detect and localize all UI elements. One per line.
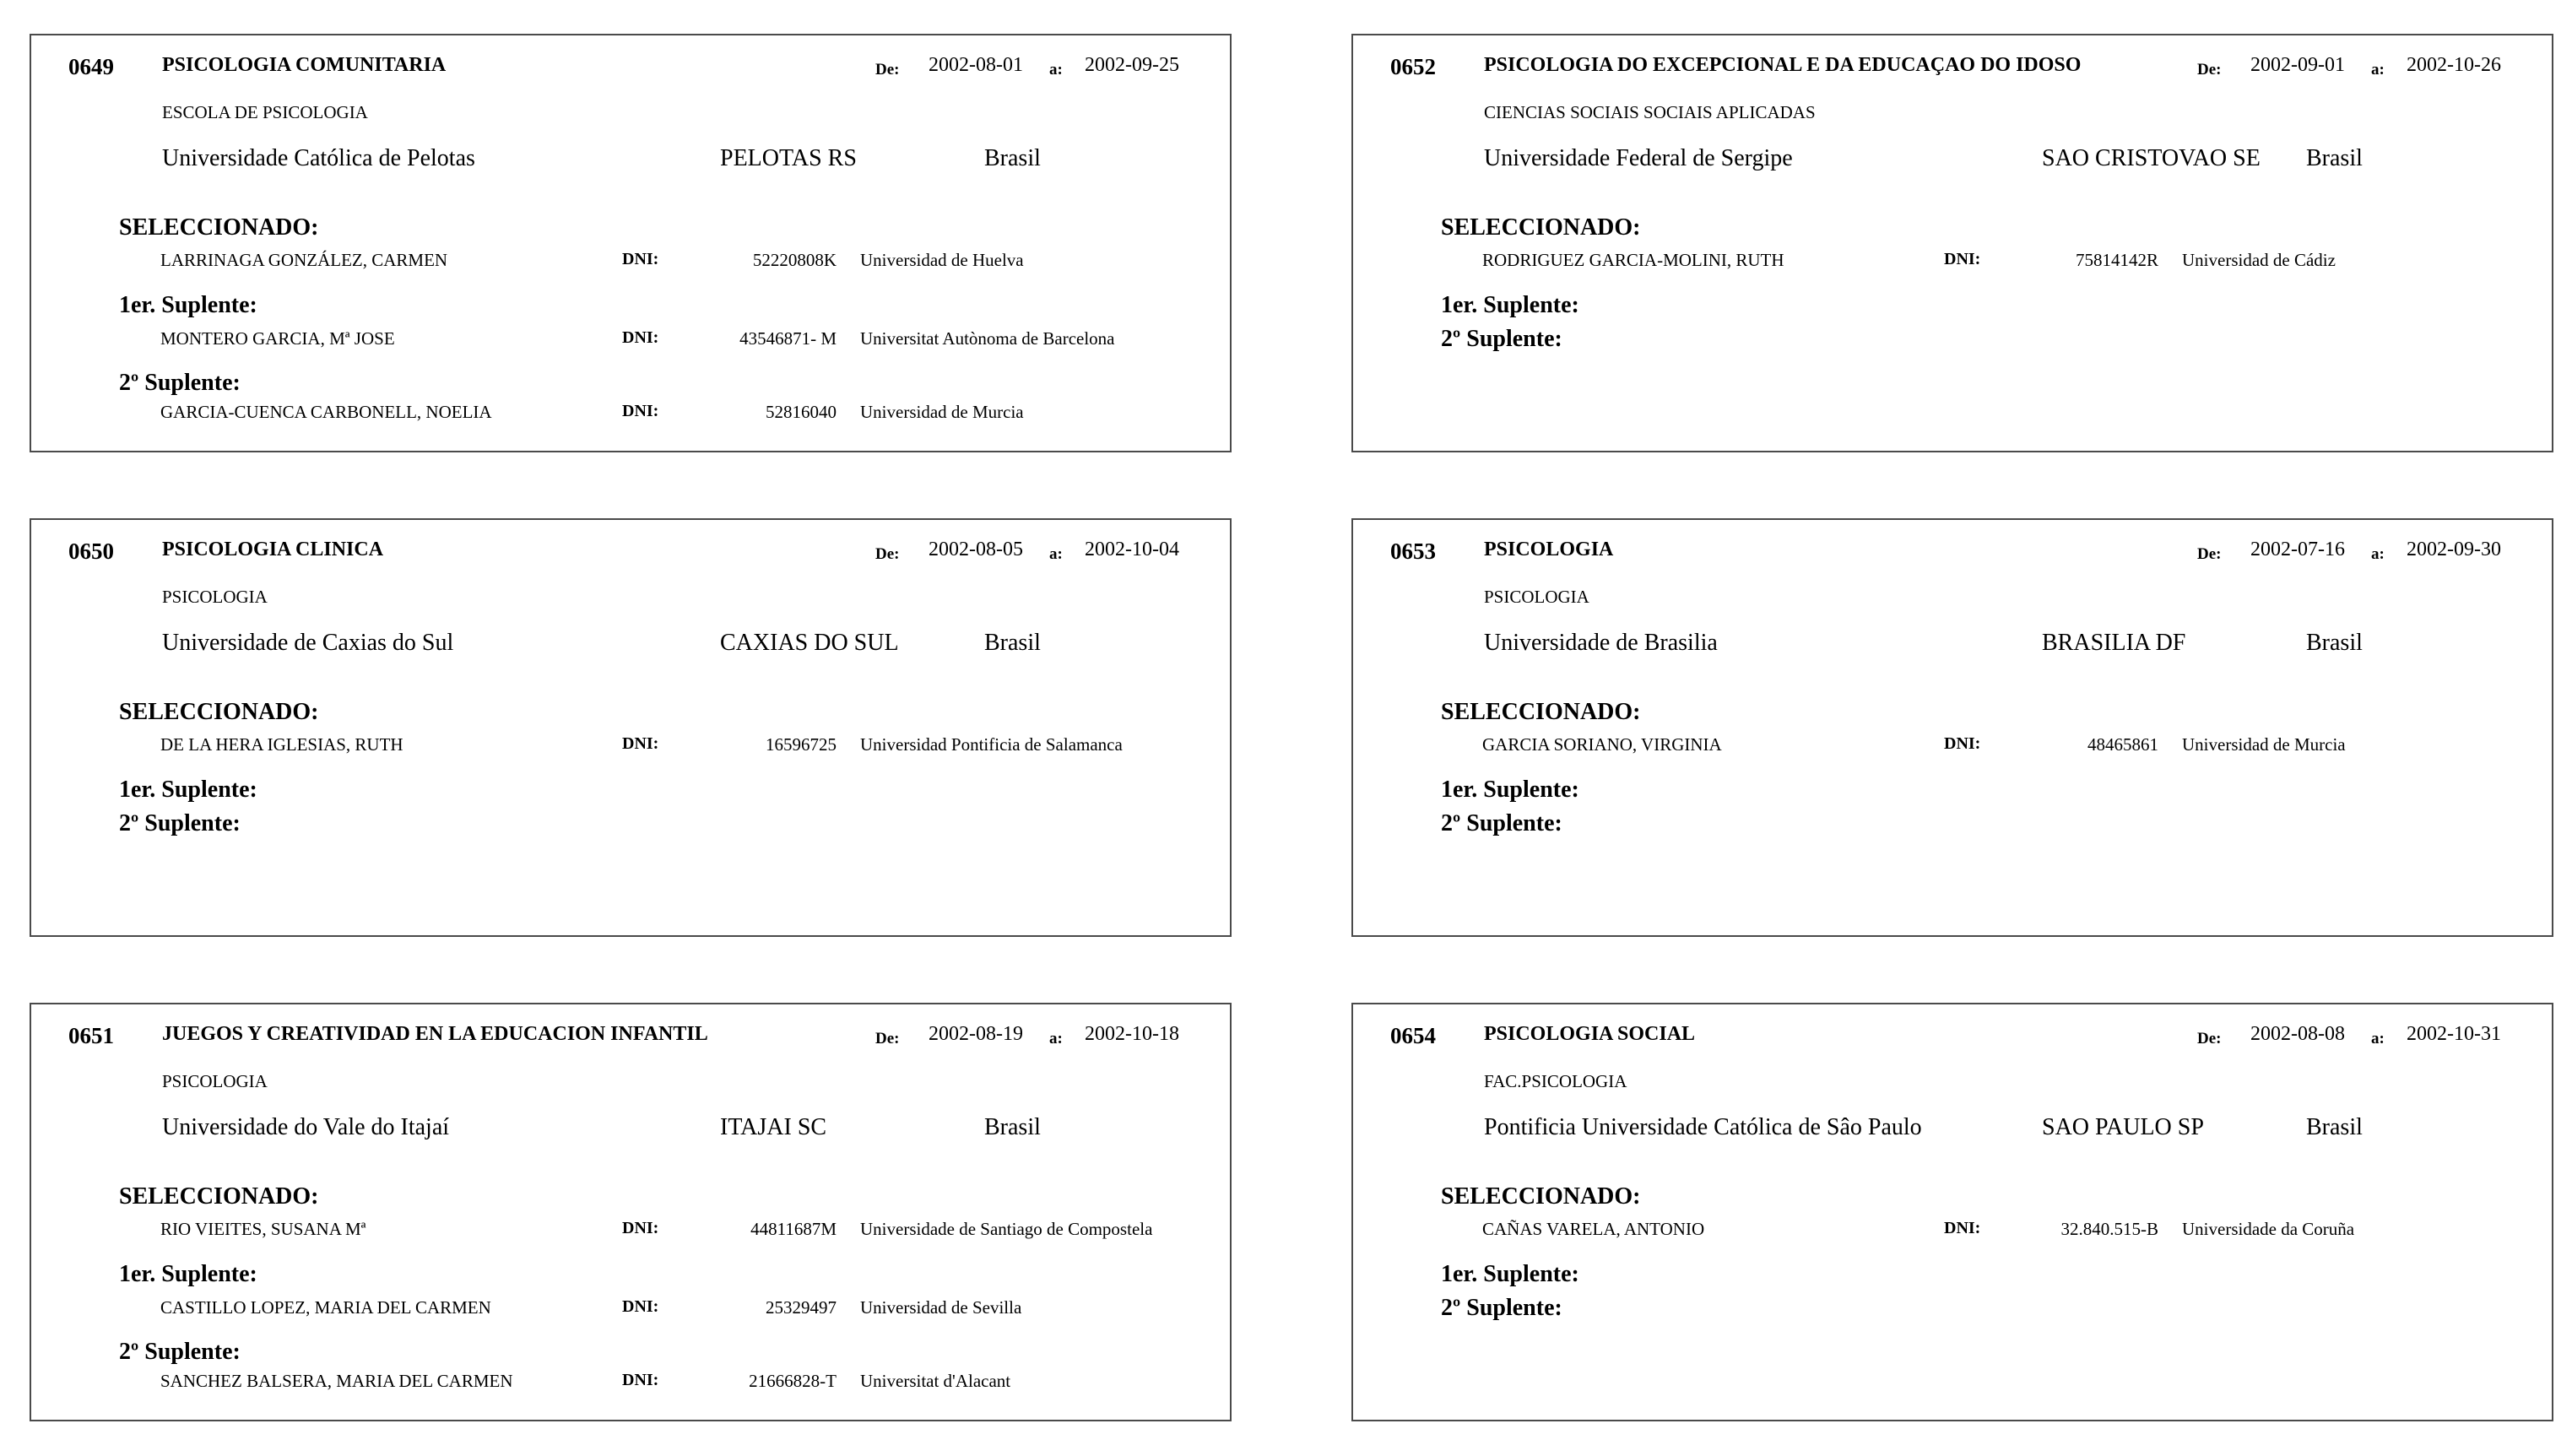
placement-card [30, 34, 1232, 452]
placement-code: 0653 [1390, 539, 1436, 564]
course-title: PSICOLOGIA DO EXCEPCIONAL E DA EDUCAÇAO DO IDOSO [1484, 54, 2082, 76]
seleccionado-label: SELECCIONADO: [1441, 214, 1641, 241]
seleccionado-name: RIO VIEITES, SUSANA Mª [160, 1219, 366, 1239]
to-label: a: [1049, 1030, 1063, 1047]
faculty-name: CIENCIAS SOCIAIS SOCIAIS APLICADAS [1484, 102, 1816, 122]
placement-code: 0649 [68, 54, 114, 79]
suplente1-university: Universidad de Sevilla [860, 1297, 1022, 1318]
suplente2-dni: 52816040 [766, 402, 837, 422]
from-label: De: [875, 545, 900, 563]
host-city: ITAJAI SC [720, 1114, 827, 1140]
faculty-name: ESCOLA DE PSICOLOGIA [162, 102, 368, 122]
suplente2-university: Universidad de Murcia [860, 402, 1024, 422]
from-label: De: [2197, 1030, 2222, 1047]
seleccionado-dni-label: DNI: [622, 1219, 659, 1237]
to-label: a: [2371, 545, 2385, 563]
suplente2-label: 2º Suplente: [1441, 326, 1562, 352]
from-date: 2002-08-05 [929, 539, 1023, 560]
from-date: 2002-08-01 [929, 54, 1023, 76]
suplente2-name: SANCHEZ BALSERA, MARIA DEL CARMEN [160, 1371, 513, 1391]
suplente1-label: 1er. Suplente: [119, 777, 257, 803]
seleccionado-label: SELECCIONADO: [119, 1183, 319, 1210]
host-city: SAO CRISTOVAO SE [2042, 145, 2261, 171]
from-label: De: [2197, 545, 2222, 563]
suplente1-label: 1er. Suplente: [1441, 777, 1579, 803]
seleccionado-name: DE LA HERA IGLESIAS, RUTH [160, 734, 403, 755]
host-country: Brasil [2306, 1114, 2363, 1140]
suplente1-label: 1er. Suplente: [1441, 292, 1579, 318]
seleccionado-label: SELECCIONADO: [1441, 1183, 1641, 1210]
host-city: PELOTAS RS [720, 145, 857, 171]
host-city: SAO PAULO SP [2042, 1114, 2204, 1140]
seleccionado-name: GARCIA SORIANO, VIRGINIA [1482, 734, 1722, 755]
seleccionado-university: Universidad de Murcia [2182, 734, 2346, 755]
faculty-name: PSICOLOGIA [162, 1071, 268, 1091]
seleccionado-dni: 75814142R [2075, 250, 2158, 270]
suplente2-dni-label: DNI: [622, 1371, 659, 1389]
seleccionado-dni: 44811687M [750, 1219, 837, 1239]
to-date: 2002-09-25 [1085, 54, 1179, 76]
suplente2-university: Universitat d'Alacant [860, 1371, 1011, 1391]
to-label: a: [1049, 545, 1063, 563]
host-university: Universidade Federal de Sergipe [1484, 145, 1793, 171]
seleccionado-dni-label: DNI: [1944, 734, 1981, 753]
from-date: 2002-08-08 [2250, 1023, 2345, 1045]
suplente2-label: 2º Suplente: [1441, 1295, 1562, 1321]
seleccionado-label: SELECCIONADO: [119, 214, 319, 241]
from-label: De: [875, 61, 900, 78]
host-university: Pontificia Universidade Católica de Sâo Paulo [1484, 1114, 1922, 1140]
suplente1-name: MONTERO GARCIA, Mª JOSE [160, 328, 395, 349]
suplente2-dni-label: DNI: [622, 402, 659, 420]
host-university: Universidade do Vale do Itajaí [162, 1114, 450, 1140]
seleccionado-name: RODRIGUEZ GARCIA-MOLINI, RUTH [1482, 250, 1784, 270]
seleccionado-dni: 16596725 [766, 734, 837, 755]
to-date: 2002-10-31 [2407, 1023, 2501, 1045]
seleccionado-dni: 32.840.515-B [2060, 1219, 2158, 1239]
seleccionado-dni-label: DNI: [622, 734, 659, 753]
host-country: Brasil [2306, 630, 2363, 656]
course-title: PSICOLOGIA SOCIAL [1484, 1023, 1696, 1045]
to-date: 2002-10-26 [2407, 54, 2501, 76]
suplente1-dni-label: DNI: [622, 1297, 659, 1316]
placement-card [1351, 518, 2553, 937]
suplente1-label: 1er. Suplente: [119, 1261, 257, 1287]
placement-card [1351, 34, 2553, 452]
to-label: a: [2371, 61, 2385, 78]
host-country: Brasil [2306, 145, 2363, 171]
to-label: a: [2371, 1030, 2385, 1047]
placement-code: 0654 [1390, 1023, 1436, 1048]
faculty-name: FAC.PSICOLOGIA [1484, 1071, 1627, 1091]
seleccionado-dni-label: DNI: [1944, 1219, 1981, 1237]
host-university: Universidade de Caxias do Sul [162, 630, 454, 656]
host-city: CAXIAS DO SUL [720, 630, 899, 656]
host-city: BRASILIA DF [2042, 630, 2186, 656]
suplente2-label: 2º Suplente: [1441, 810, 1562, 836]
suplente2-label: 2º Suplente: [119, 1339, 241, 1365]
course-title: PSICOLOGIA COMUNITARIA [162, 54, 447, 76]
suplente1-dni: 43546871- M [739, 328, 837, 349]
seleccionado-university: Universidad Pontificia de Salamanca [860, 734, 1123, 755]
host-country: Brasil [984, 1114, 1041, 1140]
placement-code: 0651 [68, 1023, 114, 1048]
placement-card [30, 1003, 1232, 1421]
placement-code: 0652 [1390, 54, 1436, 79]
from-date: 2002-08-19 [929, 1023, 1023, 1045]
course-title: JUEGOS Y CREATIVIDAD EN LA EDUCACION INFANTIL [162, 1023, 708, 1045]
from-date: 2002-07-16 [2250, 539, 2345, 560]
to-date: 2002-10-04 [1085, 539, 1179, 560]
host-country: Brasil [984, 630, 1041, 656]
seleccionado-university: Universidad de Cádiz [2182, 250, 2336, 270]
seleccionado-name: LARRINAGA GONZÁLEZ, CARMEN [160, 250, 448, 270]
faculty-name: PSICOLOGIA [162, 587, 268, 607]
seleccionado-label: SELECCIONADO: [119, 699, 319, 725]
from-label: De: [2197, 61, 2222, 78]
suplente2-dni: 21666828-T [749, 1371, 837, 1391]
suplente1-dni-label: DNI: [622, 328, 659, 347]
to-label: a: [1049, 61, 1063, 78]
suplente1-dni: 25329497 [766, 1297, 837, 1318]
seleccionado-label: SELECCIONADO: [1441, 699, 1641, 725]
placement-card [1351, 1003, 2553, 1421]
placement-card [30, 518, 1232, 937]
host-university: Universidade Católica de Pelotas [162, 145, 475, 171]
host-country: Brasil [984, 145, 1041, 171]
seleccionado-dni-label: DNI: [1944, 250, 1981, 268]
seleccionado-dni: 52220808K [752, 250, 837, 270]
from-label: De: [875, 1030, 900, 1047]
seleccionado-dni-label: DNI: [622, 250, 659, 268]
seleccionado-university: Universidade da Coruña [2182, 1219, 2355, 1239]
suplente1-university: Universitat Autònoma de Barcelona [860, 328, 1115, 349]
seleccionado-name: CAÑAS VARELA, ANTONIO [1482, 1219, 1705, 1239]
suplente1-name: CASTILLO LOPEZ, MARIA DEL CARMEN [160, 1297, 491, 1318]
from-date: 2002-09-01 [2250, 54, 2345, 76]
to-date: 2002-09-30 [2407, 539, 2501, 560]
seleccionado-university: Universidade de Santiago de Compostela [860, 1219, 1153, 1239]
seleccionado-university: Universidad de Huelva [860, 250, 1024, 270]
course-title: PSICOLOGIA [1484, 539, 1614, 560]
suplente1-label: 1er. Suplente: [119, 292, 257, 318]
suplente2-label: 2º Suplente: [119, 810, 241, 836]
suplente1-label: 1er. Suplente: [1441, 1261, 1579, 1287]
to-date: 2002-10-18 [1085, 1023, 1179, 1045]
placement-code: 0650 [68, 539, 114, 564]
course-title: PSICOLOGIA CLINICA [162, 539, 384, 560]
faculty-name: PSICOLOGIA [1484, 587, 1589, 607]
suplente2-label: 2º Suplente: [119, 370, 241, 396]
seleccionado-dni: 48465861 [2087, 734, 2158, 755]
suplente2-name: GARCIA-CUENCA CARBONELL, NOELIA [160, 402, 492, 422]
host-university: Universidade de Brasilia [1484, 630, 1718, 656]
